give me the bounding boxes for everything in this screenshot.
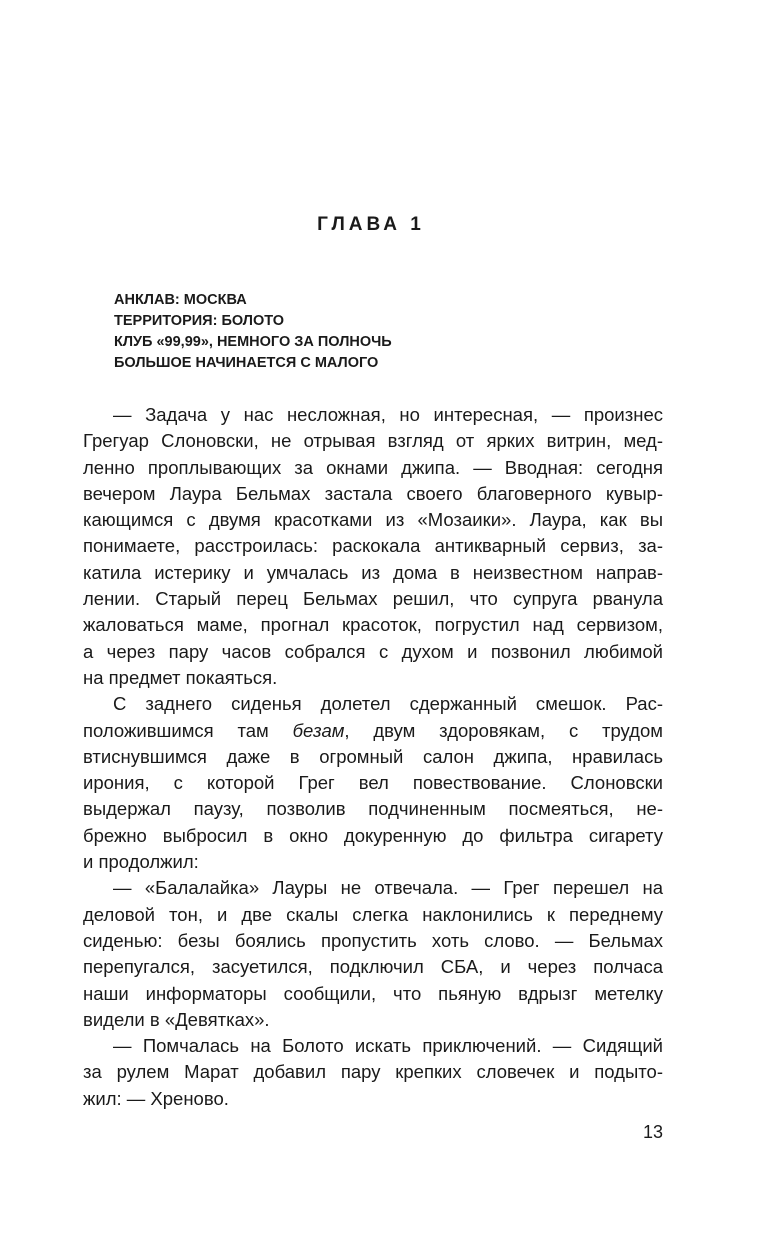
text-line: втиснувшимся даже в огромный салон джипа, нравилась <box>83 745 663 767</box>
italic-word: безам <box>292 719 345 741</box>
text-line: — Задача у нас несложная, но интересная, — произнес <box>113 404 663 425</box>
text-line: Грегуар Слоновски, не отрывая взгляд от ярких витрин, мед- <box>83 430 663 452</box>
text-line: катила истерику и умчалась из дома в неизвестном направ- <box>83 561 663 583</box>
chapter-epigraph <box>114 290 674 374</box>
text-line: сиденью: безы боялись пропустить хоть слово. — Бельмах <box>83 929 663 951</box>
text-line: ирония, с которой Грег вел повествование. Слоновски <box>83 772 663 794</box>
chapter-title: ГЛАВА 1 <box>317 214 425 235</box>
text-line-with-italic <box>83 718 663 744</box>
text-fragment: , двум здоровякам, с трудом <box>344 719 663 741</box>
text-line: лении. Старый перец Бельмах решил, что супруга рванула <box>83 588 663 610</box>
text-line: наши информаторы сообщили, что пьяную вдрызг метелку <box>83 982 663 1004</box>
text-line: и продолжил: <box>83 851 199 873</box>
epigraph-line: ТЕРРИТОРИЯ: БОЛОТО <box>114 313 285 329</box>
page-number: 13 <box>642 1122 663 1142</box>
text-line: выдержал паузу, позволив подчиненным посмеяться, не- <box>83 798 663 820</box>
text-line: С заднего сиденья долетел сдержанный смешок. Рас- <box>113 693 663 715</box>
text-line: за рулем Марат добавил пару крепких словечек и подыто- <box>83 1061 663 1083</box>
text-line: деловой тон, и две скалы слегка наклонились к переднему <box>83 903 663 925</box>
body-text <box>83 402 663 1112</box>
text-line: жаловаться маме, прогнал красоток, погрустил над сервизом, <box>83 614 663 636</box>
text-line: — Помчалась на Болото искать приключений. — Сидящий <box>113 1035 663 1057</box>
text-line: понимаете, расстроилась: раскокала антикварный сервиз, за- <box>83 535 663 557</box>
text-line: на предмет покаяться. <box>83 666 278 688</box>
text-fragment: положившимся там <box>83 719 293 741</box>
text-line: — «Балалайка» Лауры не отвечала. — Грег перешел на <box>113 877 663 899</box>
text-line: жил: — Хреново. <box>83 1087 229 1109</box>
text-line: вечером Лаура Бельмах застала своего благоверного кувыр- <box>83 482 663 504</box>
epigraph-line: АНКЛАВ: МОСКВА <box>114 292 247 308</box>
epigraph-line: БОЛЬШОЕ НАЧИНАЕТСЯ С МАЛОГО <box>114 355 379 371</box>
text-line: а через пару часов собрался с духом и позвонил любимой <box>83 640 663 662</box>
text-line: ленно проплывающих за окнами джипа. — Вводная: сегодня <box>83 456 663 478</box>
text-line: перепугался, засуетился, подключил СБА, и через полчаса <box>83 956 663 978</box>
text-line: кающимся с двумя красотками из «Мозаики». Лаура, как вы <box>83 509 663 531</box>
text-line: брежно выбросил в окно докуренную до фильтра сигарету <box>83 824 663 846</box>
epigraph-line: КЛУБ «99,99», НЕМНОГО ЗА ПОЛНОЧЬ <box>114 334 392 350</box>
text-line: видели в «Девятках». <box>83 1008 270 1030</box>
